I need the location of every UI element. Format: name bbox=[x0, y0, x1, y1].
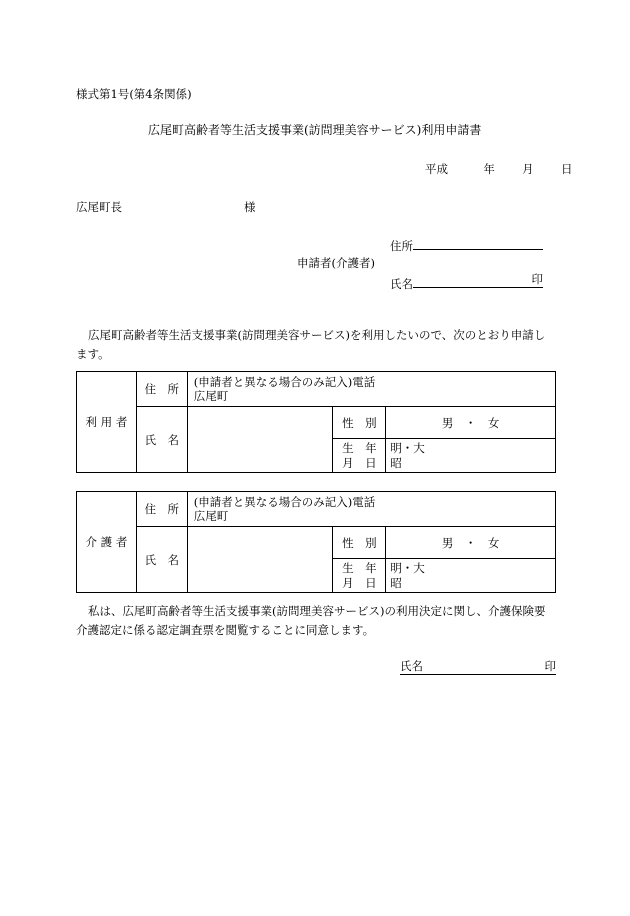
intro-paragraph: 広尾町高齢者等生活支援事業(訪問理美容サービス)を利用したいので、次のとおり申請します。 bbox=[76, 328, 546, 361]
addressee-honorific: 様 bbox=[244, 200, 256, 214]
applicant-name-line bbox=[390, 274, 543, 292]
user-birth-label bbox=[333, 439, 386, 473]
footer-signature-line bbox=[400, 660, 556, 678]
caregiver-address-town: 広尾町 bbox=[193, 509, 229, 523]
caregiver-birth-label-2: 月 日 bbox=[342, 575, 377, 590]
user-table bbox=[76, 371, 556, 473]
user-address-cell[interactable] bbox=[187, 372, 555, 407]
applicant-name-field[interactable] bbox=[413, 274, 543, 288]
user-sex-label: 性 別 bbox=[333, 407, 386, 439]
date-month: 月 bbox=[522, 162, 534, 176]
user-address-note: (申請者と異なる場合のみ記入)電話 bbox=[193, 375, 376, 389]
caregiver-sex-label: 性 別 bbox=[333, 527, 386, 559]
caregiver-table bbox=[76, 491, 556, 593]
user-section-label: 利 用 者 bbox=[77, 372, 137, 473]
user-era-2: 昭 bbox=[390, 455, 402, 470]
caregiver-address-note: (申請者と異なる場合のみ記入)電話 bbox=[193, 495, 376, 509]
date-year: 年 bbox=[483, 162, 495, 176]
caregiver-birth-label bbox=[333, 559, 386, 593]
caregiver-name-label: 氏 名 bbox=[136, 527, 187, 593]
applicant-address-field[interactable] bbox=[413, 236, 543, 250]
applicant-name-label: 氏名 bbox=[390, 277, 413, 291]
applicant-address-line bbox=[390, 236, 543, 254]
caregiver-address-cell[interactable] bbox=[187, 492, 555, 527]
user-address-town: 広尾町 bbox=[193, 389, 229, 403]
user-birth-label-2: 月 日 bbox=[342, 455, 377, 470]
caregiver-section-label: 介 護 者 bbox=[77, 492, 137, 593]
date-era: 平成 bbox=[425, 162, 448, 176]
page-title: 広尾町高齢者等生活支援事業(訪問理美容サービス)利用申請書 bbox=[148, 123, 482, 137]
date-line bbox=[425, 161, 572, 177]
applicant-address-label: 住所 bbox=[390, 239, 413, 253]
form-number: 様式第1号(第4条関係) bbox=[76, 87, 192, 101]
footer-name-field[interactable] bbox=[400, 660, 556, 675]
caregiver-name-field[interactable] bbox=[187, 527, 333, 593]
user-era-1: 明・大 bbox=[390, 440, 425, 455]
caregiver-era-1: 明・大 bbox=[390, 560, 425, 575]
user-address-label: 住 所 bbox=[136, 372, 187, 407]
user-name-label: 氏 名 bbox=[136, 407, 187, 473]
caregiver-birth-field[interactable] bbox=[386, 559, 556, 593]
user-name-field[interactable] bbox=[187, 407, 333, 473]
user-birth-label-1: 生 年 bbox=[342, 440, 377, 455]
applicant-seal: 印 bbox=[531, 272, 543, 286]
user-sex-options[interactable]: 男 ・ 女 bbox=[386, 407, 556, 439]
caregiver-era-2: 昭 bbox=[390, 575, 402, 590]
caregiver-address-label: 住 所 bbox=[136, 492, 187, 527]
date-day: 日 bbox=[560, 162, 573, 176]
caregiver-sex-options[interactable]: 男 ・ 女 bbox=[386, 527, 556, 559]
footer-name-label: 氏名 bbox=[400, 659, 423, 673]
user-birth-field[interactable] bbox=[386, 439, 556, 473]
consent-paragraph: 私は、広尾町高齢者等生活支援事業(訪問理美容サービス)の利用決定に関し、介護保険要介護認定に係る認定調査票を閲覧することに同意します。 bbox=[76, 604, 546, 637]
addressee-name: 広尾町長 bbox=[76, 200, 122, 214]
caregiver-birth-label-1: 生 年 bbox=[342, 560, 377, 575]
applicant-label: 申請者(介護者) bbox=[297, 256, 375, 270]
footer-seal: 印 bbox=[544, 659, 556, 673]
